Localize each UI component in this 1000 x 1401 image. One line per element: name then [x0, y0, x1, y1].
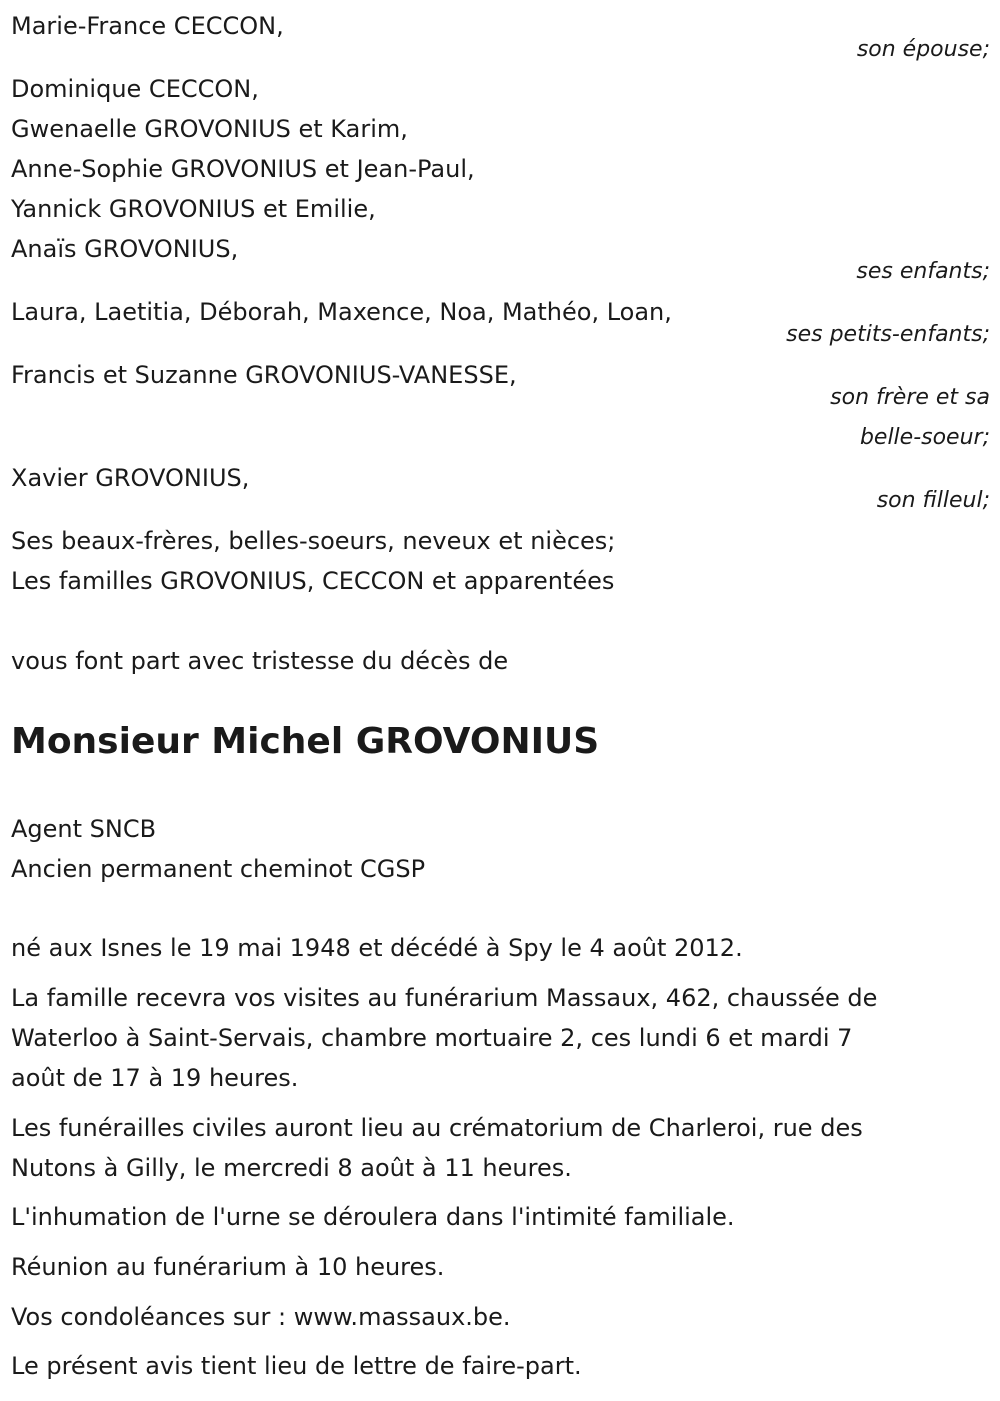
funeral-paragraph	[11, 1108, 981, 1188]
birth-death-info: né aux Isnes le 19 mai 1948 et décédé à Spy le 4 août 2012.	[11, 934, 743, 962]
spouse-relation: son épouse;	[856, 37, 990, 62]
grandchildren-names: Laura, Laetitia, Déborah, Maxence, Noa, Mathéo, Loan,	[11, 298, 672, 326]
children-relation: ses enfants;	[856, 259, 990, 284]
funeral-line: Les funérailles civiles auront lieu au crématorium de Charleroi, rue des	[11, 1114, 863, 1142]
visits-paragraph	[11, 978, 981, 1098]
burial-info: L'inhumation de l'urne se déroulera dans l'intimité familiale.	[11, 1203, 735, 1231]
godson-relation: son filleul;	[876, 488, 990, 513]
extended-family-line-1: Ses beaux-frères, belles-soeurs, neveux et nièces;	[11, 527, 616, 555]
spouse-name: Marie-France CECCON,	[11, 12, 284, 40]
visits-line: La famille recevra vos visites au funérarium Massaux, 462, chaussée de	[11, 984, 878, 1012]
child-name: Yannick GROVONIUS et Emilie,	[11, 195, 376, 223]
funeral-line: Nutons à Gilly, le mercredi 8 août à 11 heures.	[11, 1154, 572, 1182]
siblings-relation-line-1: son frère et sa	[830, 385, 990, 410]
deceased-title-2: Ancien permanent cheminot CGSP	[11, 855, 426, 883]
visits-line: août de 17 à 19 heures.	[11, 1064, 299, 1092]
child-name: Anaïs GROVONIUS,	[11, 235, 239, 263]
siblings-relation-line-2: belle-soeur;	[859, 425, 990, 450]
deceased-name: Monsieur Michel GROVONIUS	[11, 721, 600, 762]
notice-text: Le présent avis tient lieu de lettre de faire-part.	[11, 1352, 582, 1380]
siblings-names: Francis et Suzanne GROVONIUS-VANESSE,	[11, 361, 517, 389]
child-name: Anne-Sophie GROVONIUS et Jean-Paul,	[11, 155, 475, 183]
condolences-info: Vos condoléances sur : www.massaux.be.	[11, 1303, 511, 1331]
godson-name: Xavier GROVONIUS,	[11, 464, 250, 492]
grandchildren-relation: ses petits-enfants;	[786, 322, 990, 347]
child-name: Dominique CECCON,	[11, 75, 259, 103]
deceased-title-1: Agent SNCB	[11, 815, 157, 843]
visits-line: Waterloo à Saint-Servais, chambre mortuaire 2, ces lundi 6 et mardi 7	[11, 1024, 853, 1052]
child-name: Gwenaelle GROVONIUS et Karim,	[11, 115, 408, 143]
meeting-info: Réunion au funérarium à 10 heures.	[11, 1253, 445, 1281]
extended-family-line-2: Les familles GROVONIUS, CECCON et apparentées	[11, 567, 615, 595]
announcement-text: vous font part avec tristesse du décès de	[11, 647, 509, 675]
